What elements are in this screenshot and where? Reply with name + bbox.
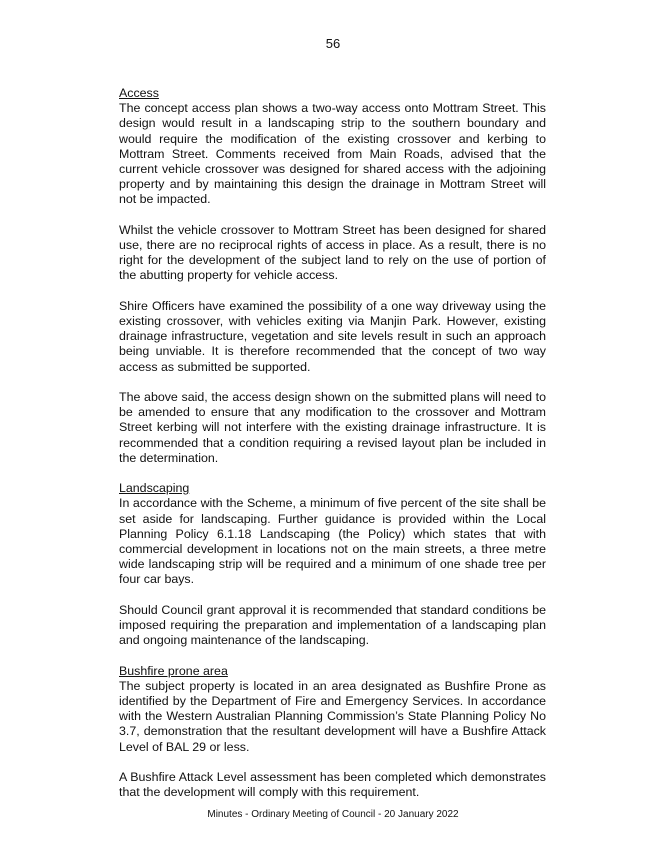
section-heading-landscaping: Landscaping bbox=[119, 481, 190, 496]
paragraph: Should Council grant approval it is recommended that standard conditions be imposed requiring the preparation and implementation of a landscaping plan and ongoing maintenance of the landscaping. bbox=[119, 602, 546, 648]
section-heading-access: Access bbox=[119, 86, 159, 100]
paragraph: Whilst the vehicle crossover to Mottram Street has been designed for shared use, there are no reciprocal rights of access in place. As a result, there is no right for the development of the subject land to rely on the use of portion of the abutting property for vehicle access. bbox=[119, 222, 546, 283]
section-bushfire-prone-area bbox=[119, 664, 546, 801]
paragraph: In accordance with the Scheme, a minimum of five percent of the site shall be set aside for landscaping. Further guidance is provided within the Local Planning Policy 6.1.18 Landscaping (the Policy) which states that with commercial development in locations not on the main streets, a three metre wide landscaping strip will be required and a minimum of one shade tree per four car bays. bbox=[119, 496, 546, 587]
section-landscaping bbox=[119, 481, 546, 648]
page-footer: Minutes - Ordinary Meeting of Council - 20 January 2022 bbox=[207, 809, 459, 820]
document-body bbox=[119, 86, 546, 816]
paragraph: The subject property is located in an area designated as Bushfire Prone as identified by the Department of Fire and Emergency Services. In accordance with the Western Australian Planning Commission’s State Planning Policy No 3.7, demonstration that the resultant development will have a Bushfire Attack Level of BAL 29 or less. bbox=[119, 678, 546, 754]
paragraph: A Bushfire Attack Level assessment has been completed which demonstrates that the development will comply with this requirement. bbox=[119, 770, 546, 800]
paragraph: Shire Officers have examined the possibility of a one way driveway using the existing crossover, with vehicles exiting via Manjin Park. However, existing drainage infrastructure, vegetation and site levels result in such an approach being unviable. It is therefore recommended that the concept of two way access as submitted be supported. bbox=[119, 298, 546, 374]
page-number: 56 bbox=[325, 36, 341, 51]
paragraph: The above said, the access design shown on the submitted plans will need to be amended to ensure that any modification to the crossover and Mottram Street kerbing will not interfere with the existing drainage infrastructure. It is recommended that a condition requiring a revised layout plan be included in the determination. bbox=[119, 390, 546, 465]
paragraph: The concept access plan shows a two-way access onto Mottram Street. This design would result in a landscaping strip to the southern boundary and would require the modification of the existing crossover and kerbing to Mottram Street. Comments received from Main Roads, advised that the current vehicle crossover was designed for shared access with the adjoining property and by maintaining this design the drainage in Mottram Street will not be impacted. bbox=[119, 101, 546, 207]
section-access bbox=[119, 86, 546, 466]
section-heading-bushfire-prone-area: Bushfire prone area bbox=[119, 663, 228, 678]
